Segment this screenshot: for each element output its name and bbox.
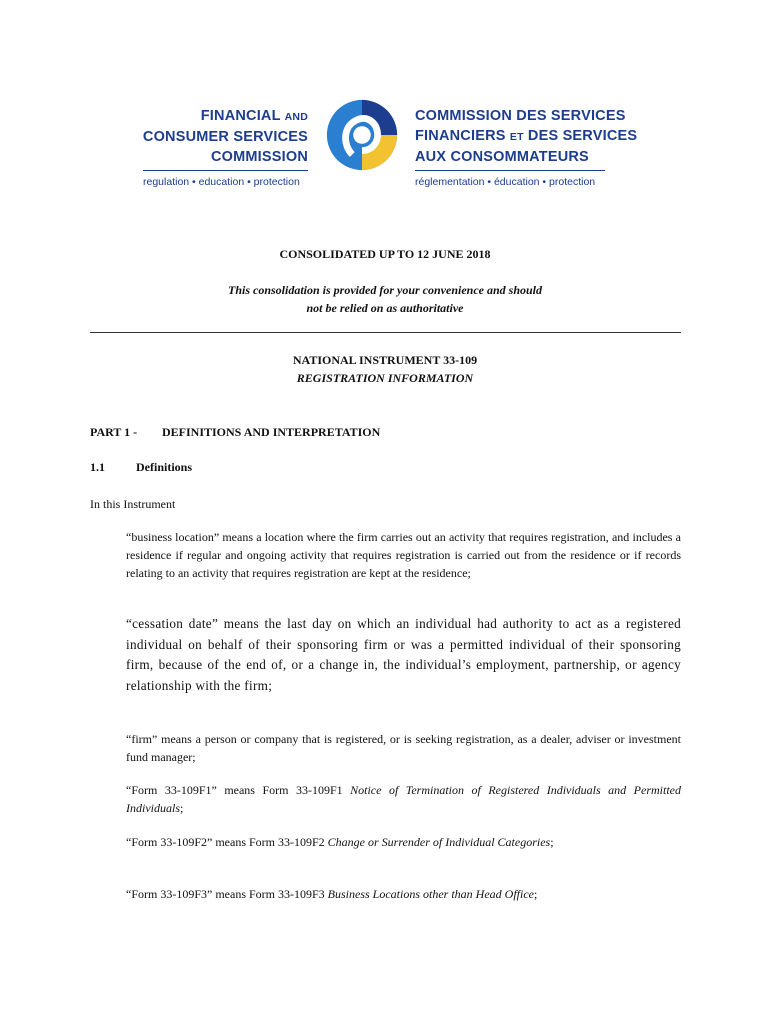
org-fr-line2-small: ET	[509, 131, 524, 143]
horizontal-rule	[90, 332, 681, 333]
consolidation-date: CONSOLIDATED UP TO 12 JUNE 2018	[279, 247, 491, 261]
definition-form-33-109f2: “Form 33-109F2” means Form 33-109F2 Change or Surrender of Individual Categories;	[126, 835, 554, 849]
definition-business-location: “business location” means a location where the firm carries out an activity that requires registration, and includes a residence if regular and ongoing activity that requires registration is carried out from the residence or if records relating to an activity that requires registration are kept at the residence;	[126, 530, 681, 580]
section-title: Definitions	[136, 460, 193, 474]
divider-french	[415, 170, 605, 171]
definition-form-33-109f3: “Form 33-109F3” means Form 33-109F3 Business Locations other than Head Office;	[126, 887, 538, 901]
consolidation-notice-line2: not be relied on as authoritative	[306, 301, 464, 315]
section-number: 1.1	[90, 460, 105, 474]
form-f3-title: Business Locations other than Head Office	[327, 887, 534, 901]
org-fr-line2a: FINANCIERS	[415, 128, 506, 144]
org-fr-line2b: DES SERVICES	[527, 128, 638, 144]
org-fr-line1: COMMISSION DES SERVICES	[415, 108, 626, 124]
fcnb-logo-icon	[323, 96, 401, 174]
org-en-line1: FINANCIAL	[200, 108, 281, 124]
tagline-french: réglementation • éducation • protection	[415, 176, 596, 188]
divider-english	[143, 170, 308, 171]
instrument-title: NATIONAL INSTRUMENT 33-109	[292, 353, 478, 367]
org-fr-line3: AUX CONSOMMATEURS	[415, 149, 589, 165]
definition-cessation-date: “cessation date” means the last day on which an individual had authority to act as a registered individual on behalf of their sponsoring firm or was a permitted individual of their sponsoring firm, because of the end of, or a change in, the individual’s employment, partnership, or agency relationship with the firm;	[126, 616, 681, 693]
letterhead	[0, 90, 770, 200]
org-name-english	[143, 106, 308, 167]
tagline-english: regulation • education • protection	[143, 176, 300, 188]
form-f2-title: Change or Surrender of Individual Categories	[327, 835, 551, 849]
org-en-line2: CONSUMER SERVICES	[142, 129, 308, 145]
part-title: DEFINITIONS AND INTERPRETATION	[162, 425, 381, 439]
form-f1-title: Notice of Termination of Registered Individuals and Permitted Individuals	[126, 783, 681, 815]
definition-form-33-109f1: “Form 33-109F1” means Form 33-109F1 Notice of Termination of Registered Individuals and Permitted Individuals;	[126, 783, 681, 815]
definition-firm: “firm” means a person or company that is registered, or is seeking registration, as a dealer, adviser or investment fund manager;	[126, 732, 681, 764]
consolidation-notice-line1: This consolidation is provided for your convenience and should	[227, 283, 543, 297]
org-en-line1-small: AND	[284, 111, 308, 123]
instrument-subtitle: REGISTRATION INFORMATION	[296, 371, 474, 385]
intro-text: In this Instrument	[90, 497, 176, 511]
part-number: PART 1 -	[90, 425, 138, 439]
org-name-french	[415, 106, 637, 167]
org-en-line3: COMMISSION	[210, 149, 308, 165]
